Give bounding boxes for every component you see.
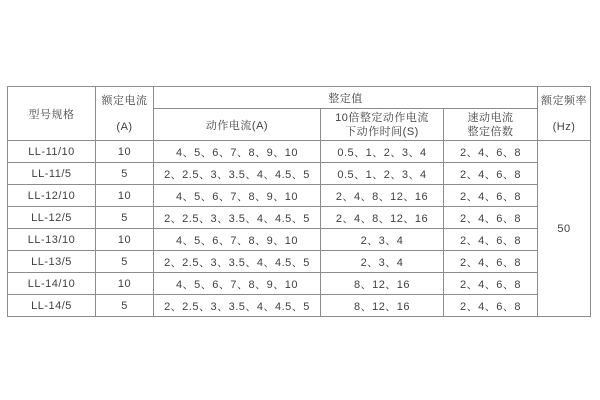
operating-current-cell: 4、5、6、7、8、9、10	[154, 141, 321, 163]
action-time-cell: 8、12、16	[321, 295, 444, 317]
header-rated-frequency-line1: 额定频率	[541, 94, 588, 107]
header-rated-current-line2: (A)	[116, 120, 133, 133]
header-rated-frequency-line2: (Hz)	[552, 120, 576, 133]
header-rated-current	[96, 87, 154, 141]
rated-current-cell: 10	[96, 229, 154, 251]
table-row	[8, 229, 591, 251]
rated-frequency-value-cell: 50	[538, 141, 591, 317]
model-cell: LL-12/5	[8, 207, 96, 229]
operating-current-cell: 2、2.5、3、3.5、4、4.5、5	[154, 207, 321, 229]
rated-current-cell: 5	[96, 251, 154, 273]
action-time-cell: 2、3、4	[321, 229, 444, 251]
action-time-cell: 0.5、1、2、3、4	[321, 141, 444, 163]
model-cell: LL-13/10	[8, 229, 96, 251]
operating-current-cell: 2、2.5、3、3.5、4、4.5、5	[154, 163, 321, 185]
header-rated-current-line1: 额定电流	[101, 94, 148, 107]
header-action-time	[321, 109, 444, 141]
operating-current-cell: 2、2.5、3、3.5、4、4.5、5	[154, 251, 321, 273]
model-cell: LL-12/10	[8, 185, 96, 207]
header-quick-current	[444, 109, 538, 141]
table-row	[8, 295, 591, 317]
header-setting-value: 整定值	[154, 87, 538, 109]
action-time-cell: 2、4、8、12、16	[321, 207, 444, 229]
model-cell: LL-11/10	[8, 141, 96, 163]
action-time-cell: 0.5、1、2、3、4	[321, 163, 444, 185]
table-row	[8, 163, 591, 185]
quick-multiple-cell: 2、4、6、8	[444, 207, 538, 229]
table-row	[8, 207, 591, 229]
quick-multiple-cell: 2、4、6、8	[444, 163, 538, 185]
rated-current-cell: 10	[96, 141, 154, 163]
quick-multiple-cell: 2、4、6、8	[444, 185, 538, 207]
model-cell: LL-14/5	[8, 295, 96, 317]
quick-multiple-cell: 2、4、6、8	[444, 295, 538, 317]
header-quick-current-line2: 整定倍数	[467, 125, 514, 138]
rated-current-cell: 10	[96, 273, 154, 295]
header-action-time-line1: 10倍整定动作电流	[335, 111, 429, 124]
rated-current-cell: 10	[96, 185, 154, 207]
quick-multiple-cell: 2、4、6、8	[444, 229, 538, 251]
header-operating-current: 动作电流(A)	[154, 109, 321, 141]
operating-current-cell: 2、2.5、3、3.5、4、4.5、5	[154, 295, 321, 317]
action-time-cell: 8、12、16	[321, 273, 444, 295]
operating-current-cell: 4、5、6、7、8、9、10	[154, 229, 321, 251]
model-cell: LL-13/5	[8, 251, 96, 273]
header-model: 型号规格	[8, 87, 96, 141]
quick-multiple-cell: 2、4、6、8	[444, 141, 538, 163]
quick-multiple-cell: 2、4、6、8	[444, 273, 538, 295]
action-time-cell: 2、3、4	[321, 251, 444, 273]
table-row	[8, 251, 591, 273]
table-row	[8, 185, 591, 207]
header-rated-frequency	[538, 87, 591, 141]
rated-current-cell: 5	[96, 295, 154, 317]
action-time-cell: 2、4、8、12、16	[321, 185, 444, 207]
spec-table	[7, 86, 591, 317]
header-quick-current-line1: 速动电流	[467, 111, 514, 124]
quick-multiple-cell: 2、4、6、8	[444, 251, 538, 273]
header-action-time-line2: 下动作时间(S)	[345, 125, 419, 138]
rated-current-cell: 5	[96, 207, 154, 229]
rated-current-cell: 5	[96, 163, 154, 185]
table-row	[8, 273, 591, 295]
header-row-1	[8, 87, 591, 109]
operating-current-cell: 4、5、6、7、8、9、10	[154, 273, 321, 295]
model-cell: LL-14/10	[8, 273, 96, 295]
table-row	[8, 141, 591, 163]
model-cell: LL-11/5	[8, 163, 96, 185]
operating-current-cell: 4、5、6、7、8、9、10	[154, 185, 321, 207]
